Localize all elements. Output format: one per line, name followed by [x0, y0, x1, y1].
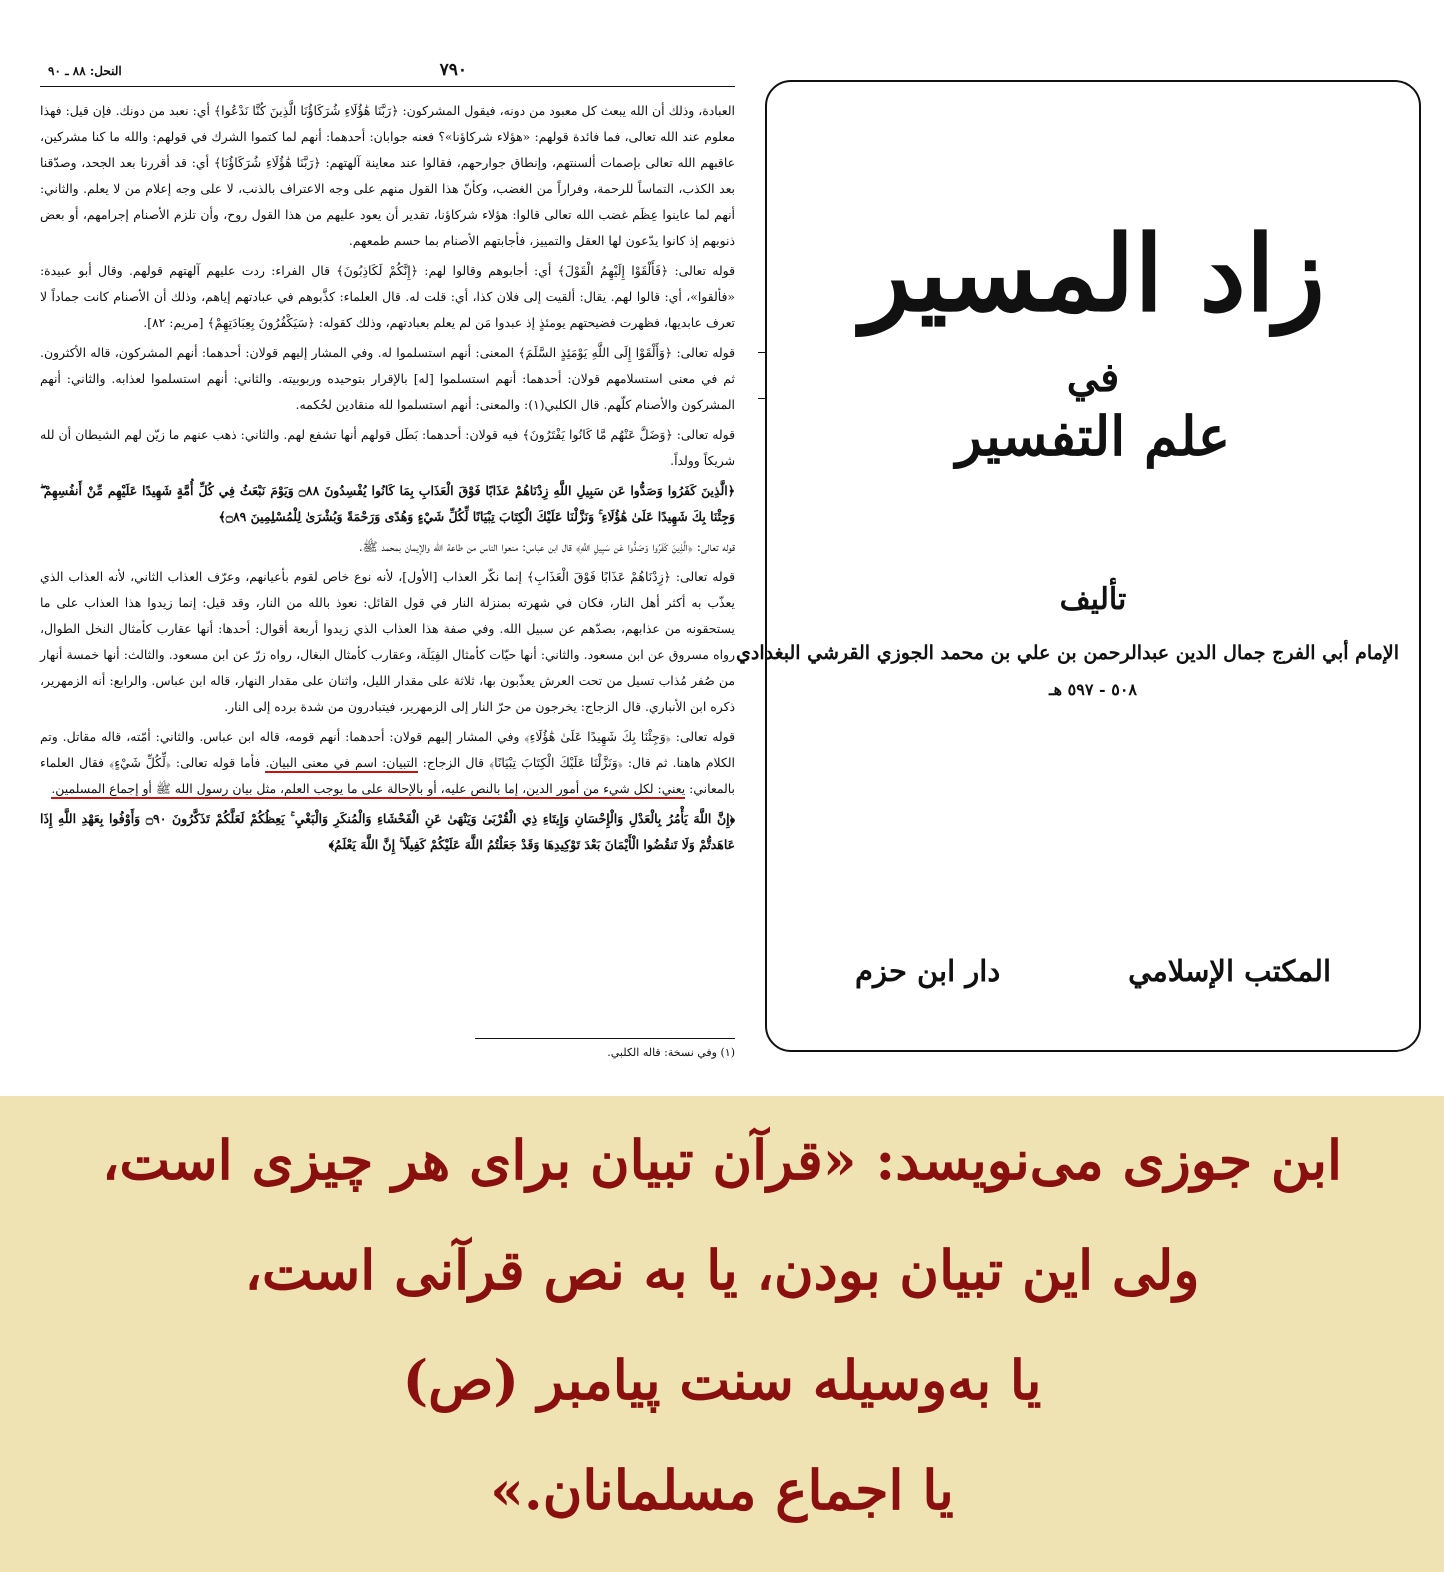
- paragraph: العبادة، وذلك أن الله يبعث كل معبود من دونه، فيقول المشركون: ﴿رَبَّنَا هَٰؤُلَاءِ شُرَكَاؤُنَا الَّذِينَ كُنَّا نَدْعُوا﴾ أي: نعبد من دونك. فإن قيل: فهذا معلوم عند الله تعالى، فما فائدة قولهم: «هؤلاء شركاؤنا»؟ فعنه جوابان: أحدهما: أنهم لما كتموا الشرك في قولهم: والله ما كنا مشركين، عاقبهم الله تعالى بإصمات ألسنتهم، وإنطاق جوارحهم، فقالوا عند معاينة آلهتهم: ﴿رَبَّنَا هَٰؤُلَاءِ شُرَكَاؤُنَا﴾ أي: قد أقررنا بعد الجحد، وصدّقنا بعد الكذب، التماساً للرحمة، وفراراً من الغضب، وكأنّ هذا القول منهم على وجه الاعتراف بالذنب، لا على وجه إعلام من لا يعلم. والثاني: أنهم لما عاينوا عِظَم غضب الله تعالى قالوا: هؤلاء شركاؤنا، تقدير أن يعود عليهم من هذا القول روح، وأن تلزم الأصنام إجرامهم، أو بعض ذنوبهم إذ كانوا يدّعون لها العقل والتمييز، فأجابتهم الأصنام بما حسم طمعهم.: [40, 103, 735, 248]
- paragraph-text: فأما قوله تعالى: ﴿لِّكُلِّ شَيْءٍ﴾ فقال العلماء بالمعاني:: [40, 755, 735, 796]
- surah-reference: النحل: ٨٨ ـ ٩٠: [48, 64, 122, 78]
- publisher-name: المكتب الإسلامي: [1128, 954, 1331, 988]
- author-dates: ٥٠٨ - ٥٩٧ هـ: [1048, 680, 1138, 699]
- page-number: ٧٩٠: [439, 60, 467, 80]
- book-title-connector: في: [1066, 354, 1120, 401]
- footnote-divider: [475, 1038, 735, 1039]
- highlighted-paragraph: [40, 724, 735, 802]
- paragraph: قوله تعالى: ﴿الَّذِينَ كَفَرُوا وَصَدُّوا عَن سَبِيلِ اللَّهِ﴾ قال ابن عباس: منعوا الناس من طاعة الله والإيمان بمحمد ﷺ.: [358, 539, 735, 554]
- caption-line: ابن جوزی می‌نویسد: «قرآن تبیان برای هر چیزی است،: [101, 1128, 1343, 1192]
- page-body: [40, 98, 735, 862]
- paragraph: قوله تعالى: ﴿فَأَلْقَوْا إِلَيْهِمُ الْقَوْلَ﴾ أي: أجابوهم وقالوا لهم: ﴿إِنَّكُمْ لَكَاذِبُونَ﴾ قال الفراء: ردت عليهم آلهتهم قولهم. وقال أبو عبيدة: «فألقوا»، أي: قالوا لهم. يقال: ألقيت إلى فلان كذا، أي: قلت له. قال العلماء: كذَّبوهم في عبادتهم إياهم، وذلك أن الأصنام كانت جماداً لا تعرف عابديها، فظهرت فضيحتهم يومئذٍ إذ عبدوا مَن لم يعلم بعبادتهم، وذلك كقوله: ﴿سَيَكْفُرُونَ بِعِبَادَتِهِمْ﴾ [مريم: ٨٢].: [40, 263, 735, 330]
- book-subtitle: علم التفسير: [955, 404, 1231, 468]
- caption-line: یا اجماع مسلمانان.»: [490, 1458, 954, 1522]
- publisher-name: دار ابن حزم: [855, 954, 1001, 988]
- paragraph: قوله تعالى: ﴿وَأَلْقَوْا إِلَى اللَّهِ يَوْمَئِذٍ السَّلَمَ﴾ المعنى: أنهم استسلموا له. وفي المشار إليهم قولان: أحدهما: أنهم المشركون، قاله الأكثرون. ثم في معنى استسلامهم قولان: أحدهما: أنهم استسلموا [له] بالإقرار بتوحيده وربوبيته. والثاني: أنهم استسلموا لعذابه. والثاني: أنهم المشركون والأصنام كلّهم. قال الكلبي(١): والمعنى: أنهم استسلموا لله منقادين لحُكمه.: [40, 345, 735, 412]
- authorship-label: تأليف: [1059, 582, 1127, 617]
- paragraph: قوله تعالى: ﴿وَضَلَّ عَنْهُم مَّا كَانُوا يَفْتَرُونَ﴾ فيه قولان: أحدهما: بَطَل قولهم أنها تشفع لهم. والثاني: ذهب عنهم ما زيّن لهم الشيطان أن لله شريكاً وولداً.: [40, 427, 735, 468]
- book-cover: [736, 80, 1421, 1052]
- verse-block: ﴿إِنَّ اللَّهَ يَأْمُرُ بِالْعَدْلِ وَالْإِحْسَانِ وَإِيتَاءِ ذِي الْقُرْبَىٰ وَيَنْهَىٰ عَنِ الْفَحْشَاءِ وَالْمُنكَرِ وَالْبَغْيِ ۚ يَعِظُكُمْ لَعَلَّكُمْ تَذَكَّرُونَ ۝٩٠ وَأَوْفُوا بِعَهْدِ اللَّهِ إِذَا عَاهَدتُّمْ وَلَا تَنقُضُوا الْأَيْمَانَ بَعْدَ تَوْكِيدِهَا وَقَدْ جَعَلْتُمُ اللَّهَ عَلَيْكُمْ كَفِيلًا ۚ إِنَّ اللَّهَ يَعْلَمُ﴾: [40, 811, 735, 852]
- book-title: زاد المسير: [861, 212, 1325, 335]
- footnote: (١) وفي نسخة: قاله الكلبي.: [607, 1046, 735, 1059]
- underlined-text: يعني: لكل شيء من أمور الدين، إما بالنص عليه، أو بالإحالة على ما يوجب العلم، مثل بيان رسول الله ﷺ أو إجماع المسلمين.: [51, 781, 685, 799]
- verse-block: ﴿الَّذِينَ كَفَرُوا وَصَدُّوا عَن سَبِيلِ اللَّهِ زِدْنَاهُمْ عَذَابًا فَوْقَ الْعَذَابِ بِمَا كَانُوا يُفْسِدُونَ ۝٨٨ وَيَوْمَ نَبْعَثُ فِي كُلِّ أُمَّةٍ شَهِيدًا عَلَيْهِم مِّنْ أَنفُسِهِمْ ۖ وَجِئْنَا بِكَ شَهِيدًا عَلَىٰ هَٰؤُلَاءِ ۚ وَنَزَّلْنَا عَلَيْكَ الْكِتَابَ تِبْيَانًا لِّكُلِّ شَيْءٍ وَهُدًى وَرَحْمَةً وَبُشْرَىٰ لِلْمُسْلِمِينَ ۝٨٩﴾: [40, 483, 735, 524]
- caption-line: یا به‌وسیله سنت پیامبر (ص): [402, 1348, 1042, 1412]
- caption-panel: [0, 1096, 1444, 1572]
- paragraph: قوله تعالى: ﴿زِدْنَاهُمْ عَذَابًا فَوْقَ الْعَذَابِ﴾ إنما نكّر العذاب [الأول]، لأنه نوع خاص لقوم بأعيانهم، وعرّف العذاب الثاني، لأنه العذاب الذي يعذّب به أكثر أهل النار، فكان في شهرته بمنزلة النار في قول القائل: نعوذ بالله من النار، وقد قيل: إنما زيدوا هذا العذاب على ما يستحقونه من عذابهم، بصدّهم عن سبيل الله. وفي صفة هذا العذاب الذي زيدوا أربعة أقوال: أحدها: أنها عقارب كأمثال النخل الطوال، رواه مسروق عن ابن مسعود. والثاني: أنها حيّات كأمثال الفِيَلَة، وعقارب كأمثال البغال، رواه زرّ عن ابن مسعود. والثالث: أنها خمسة أنهار من صُفر مُذاب تسيل من تحت العرش يعذّبون بها، ثلاثة على مقدار الليل، واثنان على مقدار النهار، قاله ابن عباس. والرابع: أنه الزمهرير، ذكره ابن الأنباري. قال الزجاج: يخرجون من حرّ النار إلى الزمهرير، فيتبادرون من شدة برده إلى النار.: [40, 569, 735, 714]
- paragraph-text: قوله تعالى: ﴿وَجِئْنَا بِكَ شَهِيدًا عَلَىٰ هَٰؤُلَاءِ﴾ وفي المشار إليهم قولان: أحدهما: أنهم قومه، قاله ابن عباس. والثاني: أمّته، قاله مقاتل. وتم الكلام هاهنا. ثم قال: ﴿وَنَزَّلْنَا عَلَيْكَ الْكِتَابَ تِبْيَانًا﴾ قال الزجاج:: [40, 729, 735, 770]
- tafsir-page: [40, 58, 735, 1078]
- underlined-text: التبيان: اسم في معنى البيان.: [265, 755, 417, 773]
- page-header: [40, 58, 735, 87]
- caption-line: ولی این تبیان بودن، یا به نص قرآنی است،: [244, 1238, 1200, 1302]
- author-name: الإمام أبي الفرج جمال الدين عبدالرحمن بن علي بن محمد الجوزي القرشي البغدادي: [736, 642, 1399, 664]
